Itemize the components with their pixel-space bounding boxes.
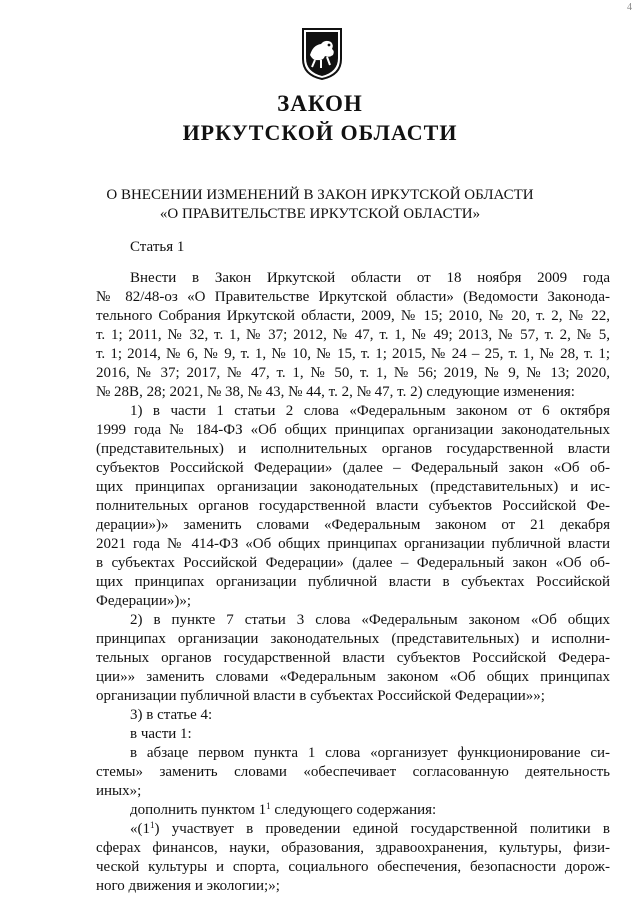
text-line: 2) в пункте 7 статьи 3 слова «Федеральным законом «Об общих [130,612,610,628]
law-region: ИРКУТСКОЙ ОБЛАСТИ [182,120,458,145]
text-line: в субъектах Российской Федерации» (далее – Федеральный закон «Об об- [96,555,610,571]
page-mark: 4 [627,2,632,13]
text-line: стемы» заменить словами «обеспечивает согласованную деятельность [96,764,610,780]
text-line: тельных органов государственной власти субъектов Российской Федера- [96,650,610,666]
subtitle-line-1: О ВНЕСЕНИИ ИЗМЕНЕНИЙ В ЗАКОН ИРКУТСКОЙ ОБЛАСТИ [106,187,534,203]
text-line: в части 1: [130,726,192,742]
text-line: т. 1; 2014, № 6, № 9, т. 1, № 10, № 15, т. 1; 2015, № 24 – 25, т. 1, № 28, т. 1; [96,346,610,362]
text-line: в абзаце первом пункта 1 слова «организует функционирование си- [130,745,610,761]
text-line: ции»» заменить словами «Федеральным законом «Об общих принципах [96,669,610,685]
text-line: щих принципах организации публичной власти в субъектах Российской [96,574,610,590]
text-line: полнительных органов государственной власти субъектов Российской Фе- [96,498,610,514]
text-line: т. 1; 2011, № 32, т. 1, № 37; 2012, № 47, т. 1, № 49; 2013, № 57, т. 2, № 5, [96,327,610,343]
text-fragment: дополнить пунктом 1 [130,802,267,818]
text-line: иных»; [96,783,142,799]
text-line: субъектов Российской Федерации» (далее – Федеральный закон «Об об- [96,460,610,476]
text-line: организации публичной власти в субъектах Российской Федерации»»; [96,688,545,704]
body-text [96,269,610,896]
subtitle-line-2: «О ПРАВИТЕЛЬСТВЕ ИРКУТСКОЙ ОБЛАСТИ» [159,206,481,222]
text-fragment: следующего содержания: [270,802,437,818]
text-fragment [130,821,610,837]
text-line: ного движения и экологии;»; [96,878,280,894]
text-line: тельного Собрания Иркутской области, 2009, № 15; 2010, № 20, т. 2, № 22, [96,308,610,324]
superscript: 1 [266,801,271,811]
text-line: 1999 года № 184-ФЗ «Об общих принципах организации законодательных [96,422,610,438]
text-fragment: «(1 [130,821,150,837]
text-line: Федерации»)»; [96,593,192,609]
text-line: 2016, № 37; 2017, № 47, т. 1, № 50, т. 1, № 56; 2019, № 9, № 13; 2020, [96,365,610,381]
text-line: 2021 года № 414-ФЗ «Об общих принципах организации публичной власти [96,536,610,552]
text-line: сферах финансов, науки, образования, здравоохранения, культуры, физи- [96,840,610,856]
text-fragment: ) участвует в проведении единой государственной политики в [154,821,610,837]
text-line: 3) в статье 4: [130,707,213,723]
text-line [96,820,610,839]
text-line [96,801,610,820]
text-line: принципах организации законодательных (представительных) и исполни- [96,631,610,647]
law-title: ЗАКОН [277,91,363,116]
coat-of-arms-emblem [301,27,343,81]
text-line: щих принципах организации законодательных (представительных) и ис- [96,479,610,495]
text-line: № 82/48-оз «О Правительстве Иркутской области» (Ведомости Законода- [96,289,610,305]
text-line: (представительных) и исполнительных органов государственной власти [96,441,610,457]
text-line: 1) в части 1 статьи 2 слова «Федеральным законом от 6 октября [130,403,610,419]
superscript: 1 [150,820,155,830]
text-line: дерации»)» заменить словами «Федеральным законом от 21 декабря [96,517,610,533]
article-heading: Статья 1 [130,239,185,255]
text-line: Внести в Закон Иркутской области от 18 ноября 2009 года [130,270,610,286]
text-line: № 28В, 28; 2021, № 38, № 43, № 44, т. 2, № 47, т. 2) следующие изменения: [96,384,575,400]
law-subtitle [80,186,560,224]
text-line: ческой культуры и спорта, социального обеспечения, безопасности дорож- [96,859,610,875]
